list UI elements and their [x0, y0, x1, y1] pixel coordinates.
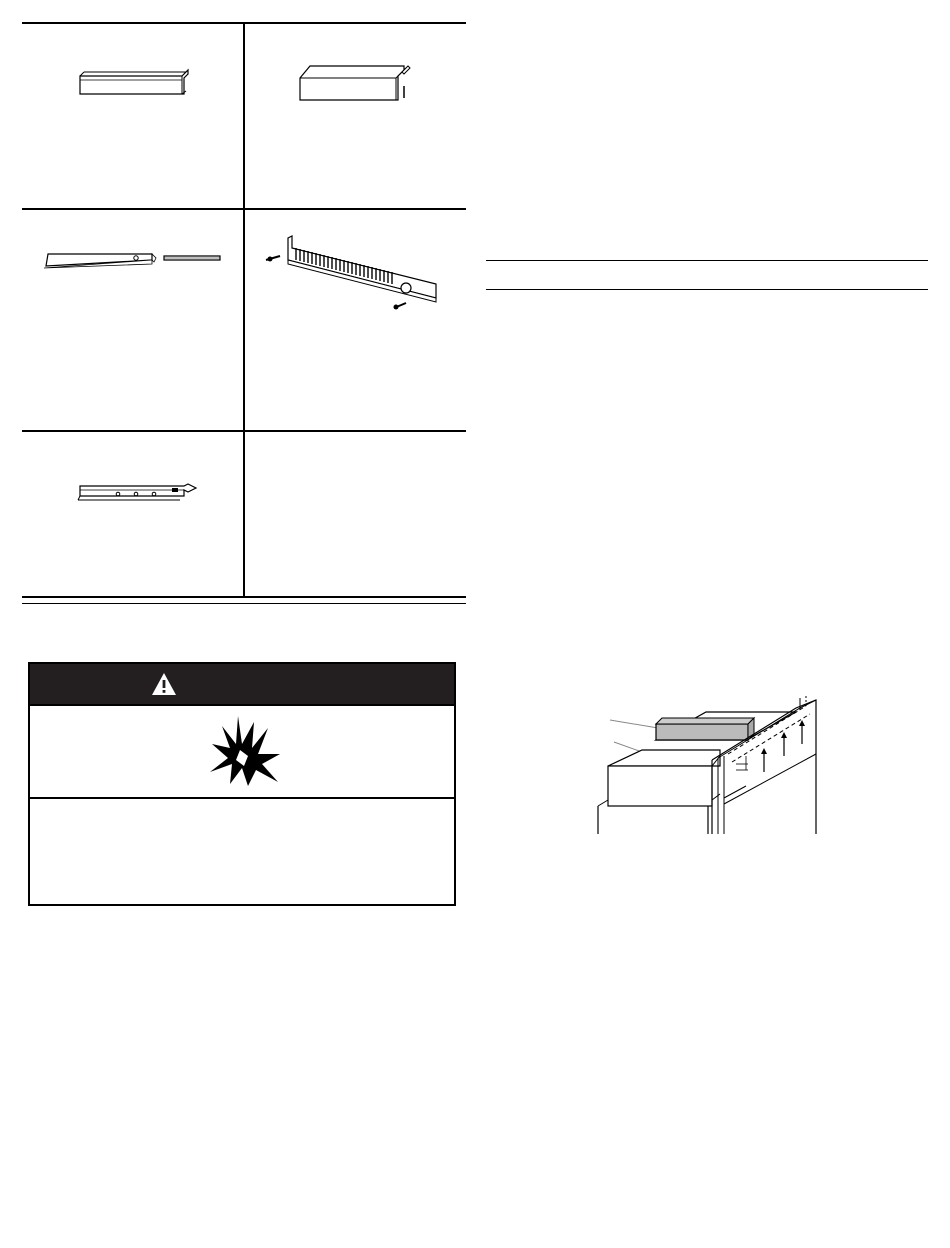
wide-trim-channel-icon — [292, 56, 422, 111]
side-trim-strips-icon — [40, 248, 230, 272]
warning-triangle-icon — [151, 672, 177, 696]
mounting-bracket-icon — [72, 480, 202, 504]
warning-header — [30, 664, 454, 704]
warning-header-rule — [30, 704, 454, 706]
warning-body — [30, 804, 454, 900]
table-column-divider — [243, 22, 245, 598]
explosion-hazard-icon — [208, 714, 282, 786]
table-bottom-rule-2 — [22, 603, 466, 604]
cabinet-installation-diagram — [596, 694, 836, 836]
toe-grille-with-screws-icon — [266, 232, 446, 317]
top-trim-channel-icon — [70, 64, 200, 104]
section-rule-bottom — [486, 289, 928, 290]
section-rule-top — [486, 260, 928, 261]
warning-box — [28, 662, 456, 906]
warning-divider — [30, 797, 454, 799]
